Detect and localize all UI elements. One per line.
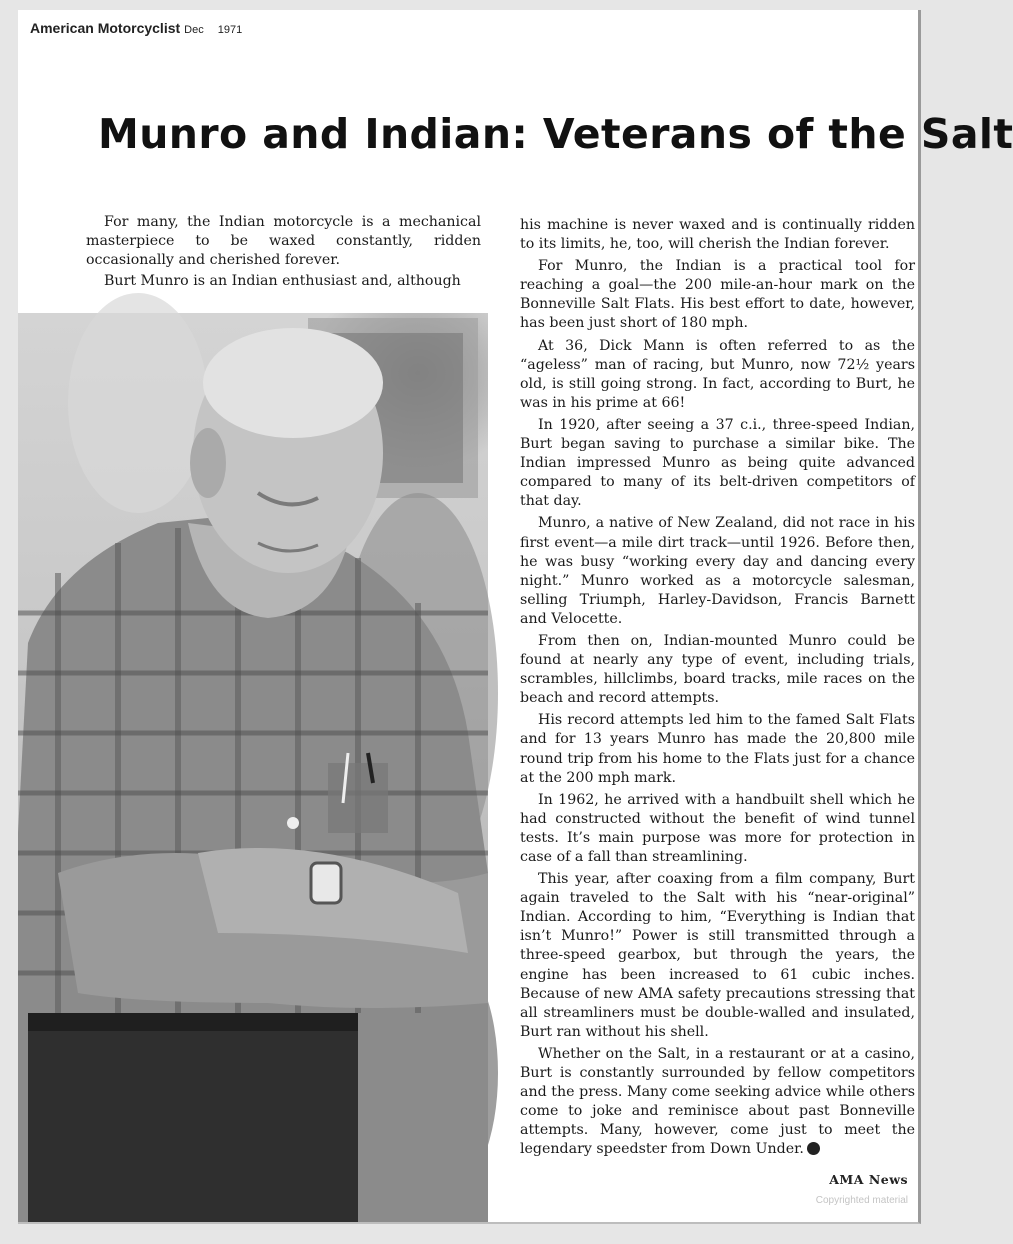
photo-burt-munro xyxy=(18,313,488,1222)
paragraph-final xyxy=(520,1045,915,1160)
magazine-name: American Motorcyclist xyxy=(30,20,181,36)
paragraph: In 1962, he arrived with a handbuilt shell which he had constructed without the benefit of wind tunnel tests. It’s main purpose was more for protection in case of a fall than streamlining. xyxy=(520,791,915,865)
source-credit: AMA News xyxy=(829,1172,908,1187)
left-column xyxy=(86,213,481,293)
magazine-page xyxy=(18,10,1013,1224)
paragraph: From then on, Indian-mounted Munro could be found at nearly any type of event, including trials, scrambles, hillclimbs, board tracks, mile races on the beach and record attempts. xyxy=(520,632,915,707)
paragraph: his machine is never waxed and is continually ridden to its limits, he, too, will cherish the Indian forever. xyxy=(520,217,915,253)
article-headline: Munro and Indian: Veterans of the Salt xyxy=(98,110,1013,158)
issue-year: 1971 xyxy=(217,24,243,36)
paragraph: This year, after coaxing from a film company, Burt again traveled to the Salt with his “near-original” Indian. According to him, “Everything is Indian that isn’t Munro!” Power is still transmitted through a three-speed gearbox, but through the years, the engine has been increased to 61 cubic inches. Because of new AMA safety precautions stressing that all streamliners must be double-walled and insulated, Burt ran without his shell. xyxy=(520,871,915,1040)
paragraph: Munro, a native of New Zealand, did not race in his first event—a mile dirt track—until 1926. Before then, he was busy “working every day and dancing every night.” Munro worked as a motorcycle salesman, selling Triumph, Harley-Davidson, Francis Barnett and Velocette. xyxy=(520,515,915,627)
right-column xyxy=(520,216,915,1163)
paragraph: At 36, Dick Mann is often referred to as the “ageless” man of racing, but Munro, now 72½ years old, is still going strong. In fact, according to Burt, he was in his prime at 66! xyxy=(520,337,915,411)
paragraph: Burt Munro is an Indian enthusiast and, although xyxy=(104,273,461,290)
masthead xyxy=(30,20,242,38)
issue-month: Dec xyxy=(184,24,204,36)
end-mark-icon xyxy=(807,1142,820,1155)
paragraph: For many, the Indian motorcycle is a mechanical masterpiece to be waxed constantly, ridden occasionally and cherished forever. xyxy=(86,214,481,269)
paragraph: His record attempts led him to the famed Salt Flats and for 13 years Munro has made the 20,800 mile round trip from his home to the Flats just for a chance at the 200 mph mark. xyxy=(520,712,915,786)
paragraph: For Munro, the Indian is a practical tool for reaching a goal—the 200 mile-an-hour mark on the Bonneville Salt Flats. His best effort to date, however, has been just short of 180 mph. xyxy=(520,258,915,332)
copyright-watermark: Copyrighted material xyxy=(815,1195,908,1206)
paragraph-final-text: Whether on the Salt, in a restaurant or at a casino, Burt is constantly surrounded by fellow competitors and the press. Many come seeking advice while others come to joke and reminisce about past Bonneville attempts. Many, however, come just to meet the legendary speedster from Down Under. xyxy=(520,1045,915,1158)
photo-illustration xyxy=(18,313,488,1222)
paragraph: In 1920, after seeing a 37 c.i., three-speed Indian, Burt began saving to purchase a similar bike. The Indian impressed Munro as being quite advanced compared to many of its belt-driven competitors of that day. xyxy=(520,416,915,510)
